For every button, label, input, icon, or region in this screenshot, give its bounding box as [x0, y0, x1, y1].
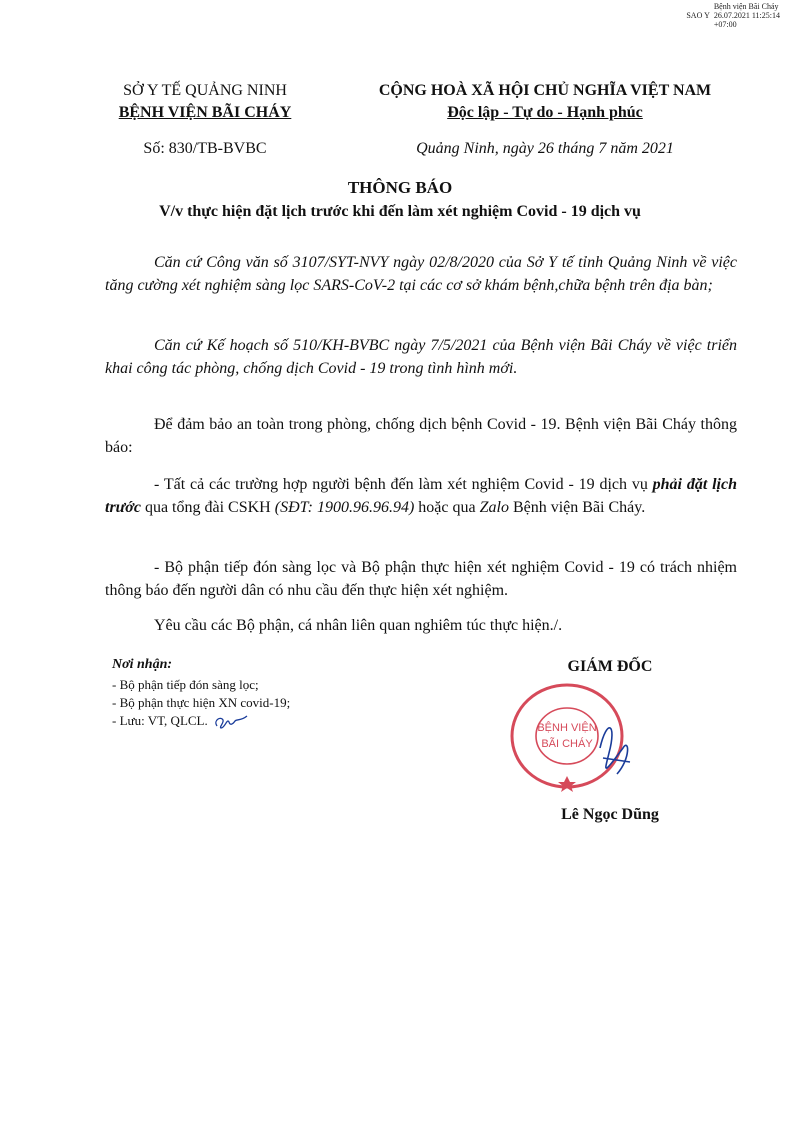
official-seal-icon	[505, 678, 640, 796]
paragraph-announcement: Để đảm bảo an toàn trong phòng, chống dịch bệnh Covid - 19. Bệnh viện Bãi Cháy thông báo:	[105, 416, 737, 456]
signature-line: 26.07.2021 11:25:14	[713, 11, 780, 20]
emphasis-booking: phải đặt lịch trước	[105, 476, 737, 516]
zalo-label: Zalo	[479, 499, 509, 516]
recipients-title: Nơi nhận:	[112, 657, 173, 672]
recipient-item: - Bộ phận tiếp đón sàng lọc;	[112, 677, 259, 692]
paragraph-responsibility: - Bộ phận tiếp đón sàng lọc và Bộ phận thực hiện xét nghiệm Covid - 19 có trách nhiệm thông báo đến người dân có nhu cầu đến thực hiện xét nghiệm.	[105, 559, 737, 599]
document-subtitle: V/v thực hiện đặt lịch trước khi đến làm xét nghiệm Covid - 19 dịch vụ	[159, 203, 641, 220]
document-title: THÔNG BÁO	[347, 178, 453, 197]
director-title: GIÁM ĐỐC	[567, 658, 653, 675]
sao-y-label: SAO Y	[686, 11, 710, 20]
digital-signature-stamp	[686, 2, 780, 29]
recipient-item-text: - Lưu: VT, QLCL.	[112, 713, 208, 728]
text-segment: qua tổng đài CSKH	[140, 499, 275, 516]
signature-line: +07:00	[713, 20, 737, 29]
document-number: Số: 830/TB-BVBC	[143, 140, 267, 157]
text-segment: - Tất cả các trường hợp người bệnh đến làm xét nghiệm Covid - 19 dịch vụ	[154, 476, 653, 493]
issue-date: Quảng Ninh, ngày 26 tháng 7 năm 2021	[416, 140, 674, 157]
text-segment: Bệnh viện Bãi Cháy.	[508, 499, 646, 516]
recipient-item	[112, 712, 251, 732]
signer-name: Lê Ngọc Dũng	[561, 806, 659, 823]
org-name: BỆNH VIỆN BÃI CHÁY	[118, 104, 292, 121]
text-segment: hoặc qua	[414, 499, 480, 516]
org-parent: SỞ Y TẾ QUẢNG NINH	[123, 82, 287, 99]
national-header	[345, 80, 745, 124]
seal-text-line2: BÃI CHÁY	[541, 738, 593, 750]
hotline-number: (SĐT: 1900.96.96.94)	[274, 499, 415, 516]
seal-text-line1: BỆNH VIỆN	[537, 722, 597, 734]
nation-name: CỘNG HOÀ XÃ HỘI CHỦ NGHĨA VIỆT NAM	[378, 82, 712, 99]
initials-signature-icon	[211, 712, 251, 732]
paragraph-request: Yêu cầu các Bộ phận, cá nhân liên quan nghiêm túc thực hiện./.	[154, 617, 563, 634]
signature-line: Bệnh viện Bãi Cháy	[713, 2, 779, 11]
national-motto: Độc lập - Tự do - Hạnh phúc	[447, 104, 643, 121]
paragraph-legal-basis-2: Căn cứ Kế hoạch số 510/KH-BVBC ngày 7/5/2021 của Bệnh viện Bãi Cháy về việc triển khai công tác phòng, chống dịch Covid - 19 trong tình hình mới.	[105, 337, 737, 377]
paragraph-legal-basis-1: Căn cứ Công văn số 3107/SYT-NVY ngày 02/8/2020 của Sở Y tế tỉnh Quảng Ninh về việc tăng cường xét nghiệm sàng lọc SARS-CoV-2 tại các cơ sở khám bệnh,chữa bệnh trên địa bàn;	[105, 254, 737, 294]
recipient-item: - Bộ phận thực hiện XN covid-19;	[112, 695, 291, 710]
issuing-organization	[100, 80, 310, 124]
paragraph-booking-requirement	[105, 473, 737, 519]
